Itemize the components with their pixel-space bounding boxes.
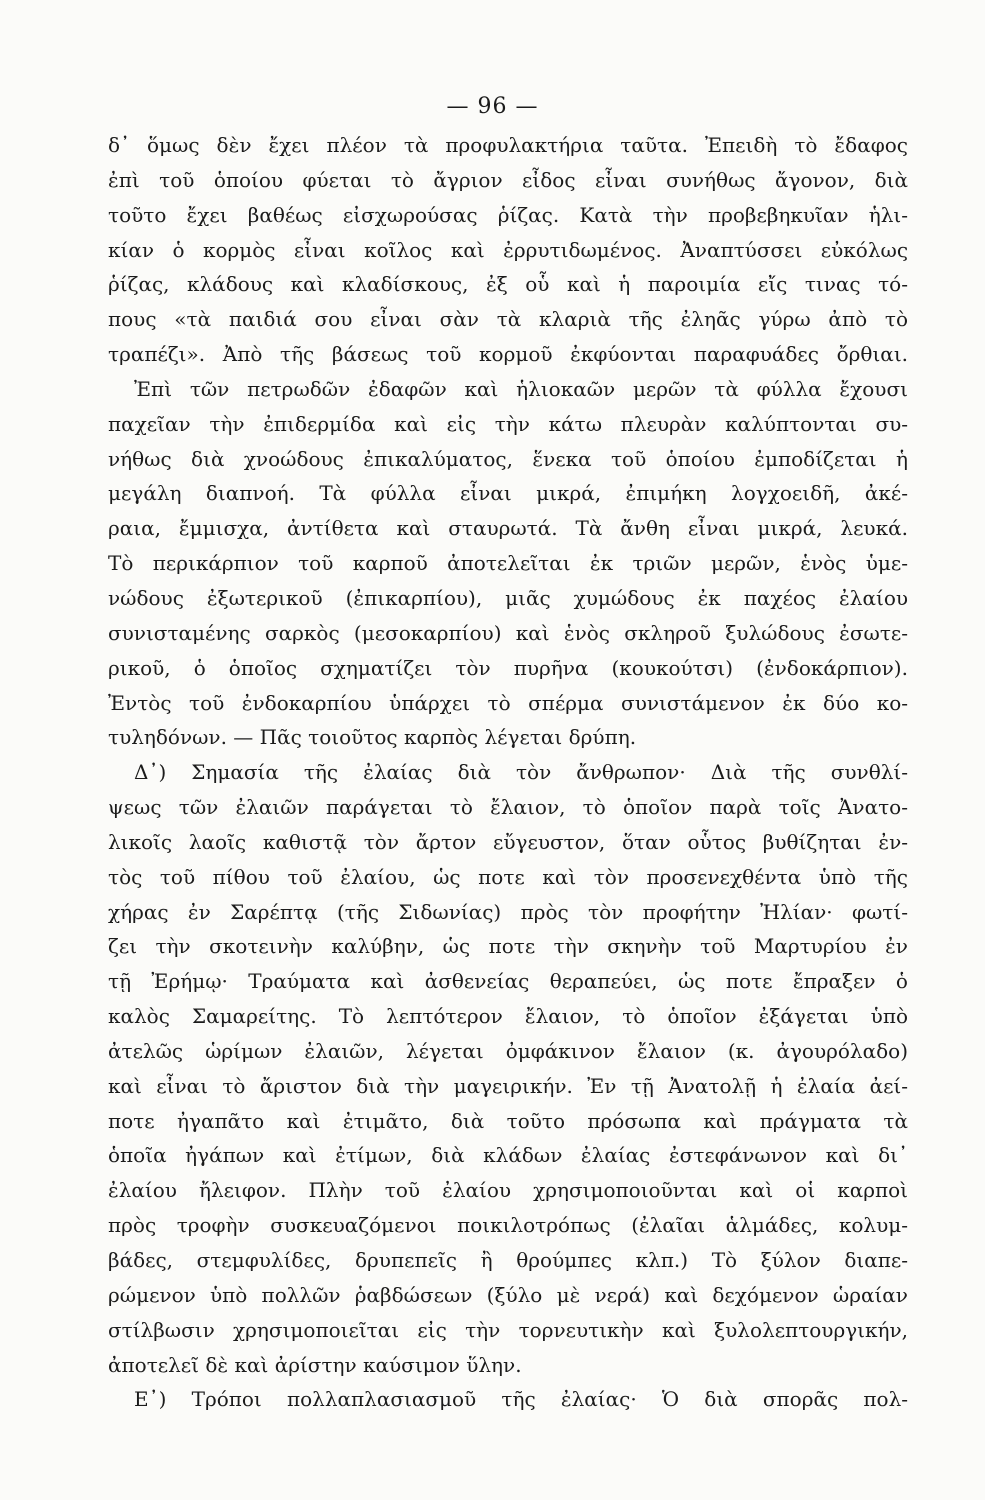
text-line: ραια, ἔμμισχα, ἀντίθετα καὶ σταυρωτά. Τὰ ἄνθη εἶναι μικρά, λευκά. — [108, 516, 908, 541]
text-line: βάδες, στεμφυλίδες, δρυπεπεῖς ἢ θρούμπες κλπ.) Τὸ ξύλον διαπε- — [108, 1248, 908, 1272]
text-line: νήθως διὰ χνοώδους ἐπικαλύματος, ἕνεκα τοῦ ὁποίου ἐμποδίζεται ἡ — [108, 446, 908, 471]
text-line: Ε᾽) Τρόποι πολλαπλασιασμοῦ τῆς ἐλαίας· Ὁ διὰ σπορᾶς πολ- — [134, 1387, 908, 1412]
text-line: ἐπὶ τοῦ ὁποίου φύεται τὸ ἄγριον εἶδος εἶναι συνήθως ἄγονον, διὰ — [108, 167, 908, 192]
text-line: ὁποῖα ἠγάπων καὶ ἐτίμων, διὰ κλάδων ἐλαίας ἐστεφάνωνον καὶ δι᾽ — [108, 1143, 908, 1168]
text-line: τὸς τοῦ πίθου τοῦ ἐλαίου, ὡς ποτε καὶ τὸν προσενεχθέντα ὑπὸ τῆς — [108, 864, 908, 889]
text-line: πρὸς τροφὴν συσκευαζόμενοι ποικιλοτρόπως (ἐλαῖαι ἁλμάδες, κολυμ- — [108, 1213, 908, 1238]
body-text — [108, 128, 908, 1417]
text-line: κίαν ὁ κορμὸς εἶναι κοῖλος καὶ ἐρρυτιδωμένος. Ἀναπτύσσει εὐκόλως — [108, 237, 908, 262]
text-line: ψεως τῶν ἐλαιῶν παράγεται τὸ ἔλαιον, τὸ ὁποῖον παρὰ τοῖς Ἀνατο- — [108, 795, 908, 820]
text-line: ρικοῦ, ὁ ὁποῖος σχηματίζει τὸν πυρῆνα (κουκούτσι) (ἐνδοκάρπιον). — [108, 655, 908, 680]
text-line: ρώμενον ὑπὸ πολλῶν ῥαβδώσεων (ξύλο μὲ νερά) καὶ δεχόμενον ὡραίαν — [108, 1282, 908, 1307]
text-line: Ἐπὶ τῶν πετρωδῶν ἐδαφῶν καὶ ἡλιοκαῶν μερῶν τὰ φύλλα ἔχουσι — [134, 376, 908, 401]
text-line: ἀποτελεῖ δὲ καὶ ἀρίστην καύσιμον ὕλην. — [108, 1352, 522, 1377]
text-line: τυληδόνων. — Πᾶς τοιοῦτος καρπὸς λέγεται δρύπη. — [108, 725, 637, 750]
text-line: λικοῖς λαοῖς καθιστᾷ τὸν ἄρτον εὔγευστον, ὅταν οὗτος βυθίζηται ἐν- — [108, 829, 908, 854]
text-line: νώδους ἐξωτερικοῦ (ἐπικαρπίου), μιᾶς χυμώδους ἐκ παχέος ἐλαίου — [108, 585, 908, 610]
text-line: Τὸ περικάρπιον τοῦ καρποῦ ἀποτελεῖται ἐκ τριῶν μερῶν, ἑνὸς ὑμε- — [108, 551, 908, 576]
text-line: Ἐντὸς τοῦ ἐνδοκαρπίου ὑπάρχει τὸ σπέρμα συνιστάμενον ἐκ δύο κο- — [108, 690, 908, 715]
text-line: δ᾽ ὅμως δὲν ἔχει πλέον τὰ προφυλακτήρια ταῦτα. Ἐπειδὴ τὸ ἔδαφος — [108, 133, 908, 157]
text-line: στίλβωσιν χρησιμοποιεῖται εἰς τὴν τορνευτικὴν καὶ ξυλολεπτουργικήν, — [108, 1317, 908, 1342]
text-line: ζει τὴν σκοτεινὴν καλύβην, ὡς ποτε τὴν σκηνὴν τοῦ Μαρτυρίου ἐν — [108, 934, 908, 959]
text-line: ἐλαίου ἤλειφον. Πλὴν τοῦ ἐλαίου χρησιμοποιοῦνται καὶ οἱ καρποὶ — [108, 1178, 908, 1203]
text-line: συνισταμένης σαρκὸς (μεσοκαρπίου) καὶ ἑνὸς σκληροῦ ξυλώδους ἐσωτε- — [108, 620, 908, 645]
text-line: καὶ εἶναι τὸ ἄριστον διὰ τὴν μαγειρικήν. Ἐν τῇ Ἀνατολῇ ἡ ἐλαία ἀεί- — [108, 1073, 908, 1098]
text-line: τῇ Ἐρήμῳ· Τραύματα καὶ ἀσθενείας θεραπεύει, ὡς ποτε ἔπραξεν ὁ — [108, 969, 908, 994]
text-line: ῥίζας, κλάδους καὶ κλαδίσκους, ἐξ οὗ καὶ ἡ παροιμία εἴς τινας τό- — [108, 272, 908, 297]
text-line: χήρας ἐν Σαρέπτᾳ (τῆς Σιδωνίας) πρὸς τὸν προφήτην Ἠλίαν· φωτί- — [108, 899, 908, 924]
text-line: Δ᾽) Σημασία τῆς ἐλαίας διὰ τὸν ἄνθρωπον· Διὰ τῆς συνθλί- — [134, 760, 908, 785]
text-line: ἀτελῶς ὡρίμων ἐλαιῶν, λέγεται ὀμφάκινον ἔλαιον (κ. ἀγουρόλαδο) — [108, 1038, 908, 1063]
text-line: πους «τὰ παιδιά σου εἶναι σὰν τὰ κλαριὰ τῆς ἐληᾶς γύρω ἀπὸ τὸ — [108, 307, 908, 332]
text-line: ποτε ἠγαπᾶτο καὶ ἐτιμᾶτο, διὰ τοῦτο πρόσωπα καὶ πράγματα τὰ — [108, 1108, 908, 1133]
text-line: παχεῖαν τὴν ἐπιδερμίδα καὶ εἰς τὴν κάτω πλευρὰν καλύπτονται συ- — [108, 411, 908, 436]
text-line: καλὸς Σαμαρείτης. Τὸ λεπτότερον ἔλαιον, τὸ ὁποῖον ἐξάγεται ὑπὸ — [108, 1004, 908, 1029]
text-line: μεγάλη διαπνοή. Τὰ φύλλα εἶναι μικρά, ἐπιμήκη λογχοειδῆ, ἀκέ- — [108, 481, 908, 506]
text-line: τοῦτο ἔχει βαθέως εἰσχωρούσας ῥίζας. Κατὰ τὴν προβεβηκυῖαν ἡλι- — [108, 202, 908, 227]
page-number: — 96 — — [446, 94, 539, 119]
text-line: τραπέζι». Ἀπὸ τῆς βάσεως τοῦ κορμοῦ ἐκφύονται παραφυάδες ὄρθιαι. — [108, 342, 908, 367]
